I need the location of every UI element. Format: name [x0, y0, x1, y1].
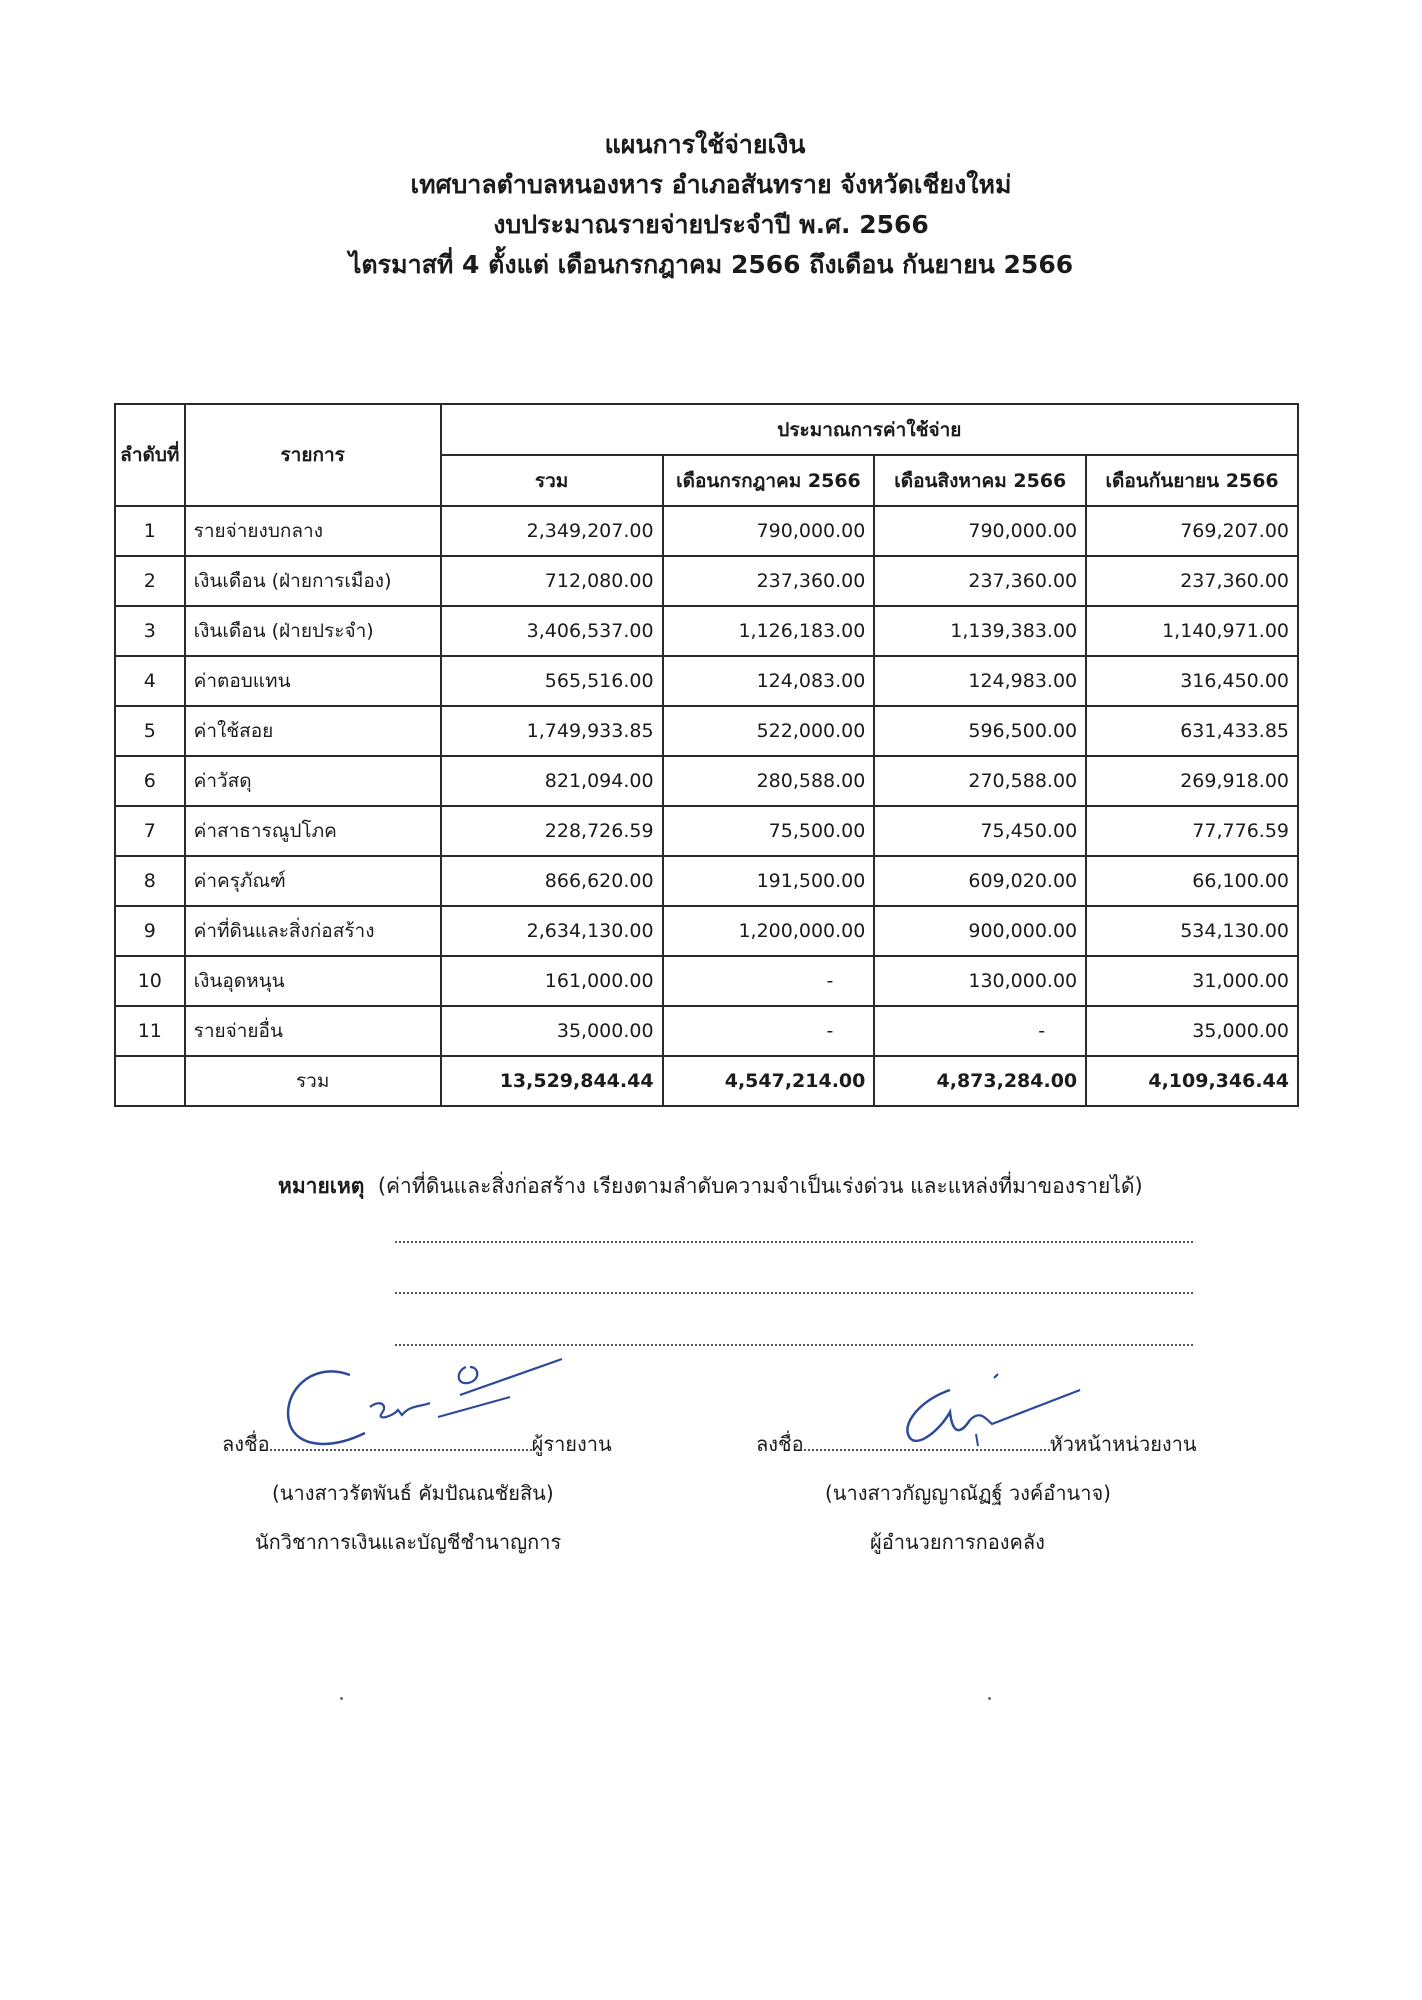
- row-amount-m3: 77,776.59: [1086, 806, 1298, 856]
- row-number: 8: [115, 856, 185, 906]
- row-number: 1: [115, 506, 185, 556]
- row-amount-m3: 35,000.00: [1086, 1006, 1298, 1056]
- row-amount-m3: 31,000.00: [1086, 956, 1298, 1006]
- head-name: (นางสาวกัญญาณัฏฐ์ วงค์อำนาจ): [825, 1481, 1111, 1505]
- reporter-role-label: ผู้รายงาน: [531, 1432, 612, 1456]
- row-amount-m2: 237,360.00: [874, 556, 1086, 606]
- row-amount-m1: 237,360.00: [663, 556, 875, 606]
- col-header-estimate-group: ประมาณการค่าใช้จ่าย: [441, 404, 1298, 455]
- row-amount-total: 228,726.59: [441, 806, 663, 856]
- row-amount-m2: 75,450.00: [874, 806, 1086, 856]
- row-amount-total: 2,349,207.00: [441, 506, 663, 556]
- row-item: ค่าสาธารณูปโภค: [185, 806, 441, 856]
- quarter-period-line: ไตรมาสที่ 4 ตั้งแต่ เดือนกรกฎาคม 2566 ถึงเดือน กันยายน 2566: [348, 250, 1074, 279]
- row-amount-total: 35,000.00: [441, 1006, 663, 1056]
- dotted-line: [395, 1241, 1193, 1243]
- col-header-july: เดือนกรกฎาคม 2566: [663, 455, 875, 506]
- row-amount-m3: 1,140,971.00: [1086, 606, 1298, 656]
- row-amount-total: 866,620.00: [441, 856, 663, 906]
- row-number: 9: [115, 906, 185, 956]
- document-header: [0, 132, 1422, 294]
- row-item: ค่าใช้สอย: [185, 706, 441, 756]
- dotted-line: [395, 1344, 1193, 1346]
- row-amount-m2: 130,000.00: [874, 956, 1086, 1006]
- row-amount-total: 2,634,130.00: [441, 906, 663, 956]
- table-row: [115, 606, 1298, 656]
- row-amount-m3: 631,433.85: [1086, 706, 1298, 756]
- row-amount-total: 565,516.00: [441, 656, 663, 706]
- row-number: 4: [115, 656, 185, 706]
- sign-prefix-label: ลงชื่อ: [222, 1432, 270, 1456]
- row-amount-m2: 1,139,383.00: [874, 606, 1086, 656]
- table-row: [115, 506, 1298, 556]
- row-item: เงินเดือน (ฝ่ายการเมือง): [185, 556, 441, 606]
- row-amount-m2: 900,000.00: [874, 906, 1086, 956]
- row-item: เงินเดือน (ฝ่ายประจำ): [185, 606, 441, 656]
- row-amount-total: 821,094.00: [441, 756, 663, 806]
- budget-table: [114, 403, 1299, 1107]
- row-amount-m1: 191,500.00: [663, 856, 875, 906]
- head-position: ผู้อำนวยการกองคลัง: [870, 1530, 1045, 1554]
- row-amount-m1: 522,000.00: [663, 706, 875, 756]
- row-amount-total: 1,749,933.85: [441, 706, 663, 756]
- row-number: 7: [115, 806, 185, 856]
- table-row: [115, 906, 1298, 956]
- row-number: 5: [115, 706, 185, 756]
- table-row: [115, 856, 1298, 906]
- row-number: 6: [115, 756, 185, 806]
- sign-prefix-label: ลงชื่อ: [756, 1432, 804, 1456]
- col-header-item: รายการ: [185, 404, 441, 506]
- row-amount-m1: -: [663, 1006, 875, 1056]
- row-amount-m1: 1,200,000.00: [663, 906, 875, 956]
- row-amount-m1: 1,126,183.00: [663, 606, 875, 656]
- total-row: [115, 1056, 1298, 1106]
- row-amount-m3: 66,100.00: [1086, 856, 1298, 906]
- total-amount-m3: 4,109,346.44: [1086, 1056, 1298, 1106]
- col-header-september: เดือนกันยายน 2566: [1086, 455, 1298, 506]
- row-item: เงินอุดหนุน: [185, 956, 441, 1006]
- remark-label: หมายเหตุ: [278, 1174, 365, 1198]
- row-amount-m2: 609,020.00: [874, 856, 1086, 906]
- row-amount-m1: 75,500.00: [663, 806, 875, 856]
- table-row: [115, 706, 1298, 756]
- row-amount-m1: 790,000.00: [663, 506, 875, 556]
- row-amount-m3: 269,918.00: [1086, 756, 1298, 806]
- row-amount-m3: 237,360.00: [1086, 556, 1298, 606]
- total-amount-m2: 4,873,284.00: [874, 1056, 1086, 1106]
- table-row: [115, 756, 1298, 806]
- row-amount-total: 712,080.00: [441, 556, 663, 606]
- row-amount-m2: 270,588.00: [874, 756, 1086, 806]
- row-number: 3: [115, 606, 185, 656]
- table-row: [115, 556, 1298, 606]
- row-number: 10: [115, 956, 185, 1006]
- scan-speck: [340, 1697, 343, 1700]
- remark: [278, 1170, 1143, 1203]
- col-header-august: เดือนสิงหาคม 2566: [874, 455, 1086, 506]
- reporter-sign-line: [222, 1428, 612, 1460]
- row-item: รายจ่ายงบกลาง: [185, 506, 441, 556]
- total-label: รวม: [185, 1056, 441, 1106]
- row-item: ค่าครุภัณฑ์: [185, 856, 441, 906]
- head-role-label: หัวหน้าหน่วยงาน: [1049, 1432, 1197, 1456]
- signature-dotted-line: [804, 1445, 1050, 1451]
- row-amount-total: 161,000.00: [441, 956, 663, 1006]
- head-sign-line: [756, 1428, 1197, 1460]
- fiscal-year-line: งบประมาณรายจ่ายประจำปี พ.ศ. 2566: [493, 210, 929, 239]
- row-amount-m1: 280,588.00: [663, 756, 875, 806]
- scan-speck: [988, 1697, 991, 1700]
- row-amount-m2: 596,500.00: [874, 706, 1086, 756]
- document-title: แผนการใช้จ่ายเงิน: [604, 130, 806, 159]
- row-amount-m1: 124,083.00: [663, 656, 875, 706]
- row-item: ค่าตอบแทน: [185, 656, 441, 706]
- organization-line: เทศบาลตำบลหนองหาร อำเภอสันทราย จังหวัดเชียงใหม่: [410, 170, 1012, 199]
- table-row: [115, 656, 1298, 706]
- row-amount-m3: 534,130.00: [1086, 906, 1298, 956]
- dotted-line: [395, 1292, 1193, 1294]
- reporter-position: นักวิชาการเงินและบัญชีชำนาญการ: [255, 1530, 562, 1554]
- table-row: [115, 1006, 1298, 1056]
- row-number: 11: [115, 1006, 185, 1056]
- signature-dotted-line: [270, 1445, 532, 1451]
- total-amount-m1: 4,547,214.00: [663, 1056, 875, 1106]
- row-amount-m2: 124,983.00: [874, 656, 1086, 706]
- row-amount-m2: -: [874, 1006, 1086, 1056]
- row-amount-m3: 769,207.00: [1086, 506, 1298, 556]
- table-row: [115, 806, 1298, 856]
- row-amount-total: 3,406,537.00: [441, 606, 663, 656]
- total-amount-total: 13,529,844.44: [441, 1056, 663, 1106]
- row-amount-m2: 790,000.00: [874, 506, 1086, 556]
- remark-text: (ค่าที่ดินและสิ่งก่อสร้าง เรียงตามลำดับความจำเป็นเร่งด่วน และแหล่งที่มาของรายได้): [377, 1174, 1143, 1198]
- total-row-blank: [115, 1056, 185, 1106]
- row-item: ค่าวัสดุ: [185, 756, 441, 806]
- row-number: 2: [115, 556, 185, 606]
- reporter-name: (นางสาวรัตพันธ์ คัมปัณณชัยสิน): [272, 1481, 554, 1505]
- row-item: รายจ่ายอื่น: [185, 1006, 441, 1056]
- table-row: [115, 956, 1298, 1006]
- row-item: ค่าที่ดินและสิ่งก่อสร้าง: [185, 906, 441, 956]
- col-header-total: รวม: [441, 455, 663, 506]
- row-amount-m1: -: [663, 956, 875, 1006]
- col-header-no: ลำดับที่: [115, 404, 185, 506]
- row-amount-m3: 316,450.00: [1086, 656, 1298, 706]
